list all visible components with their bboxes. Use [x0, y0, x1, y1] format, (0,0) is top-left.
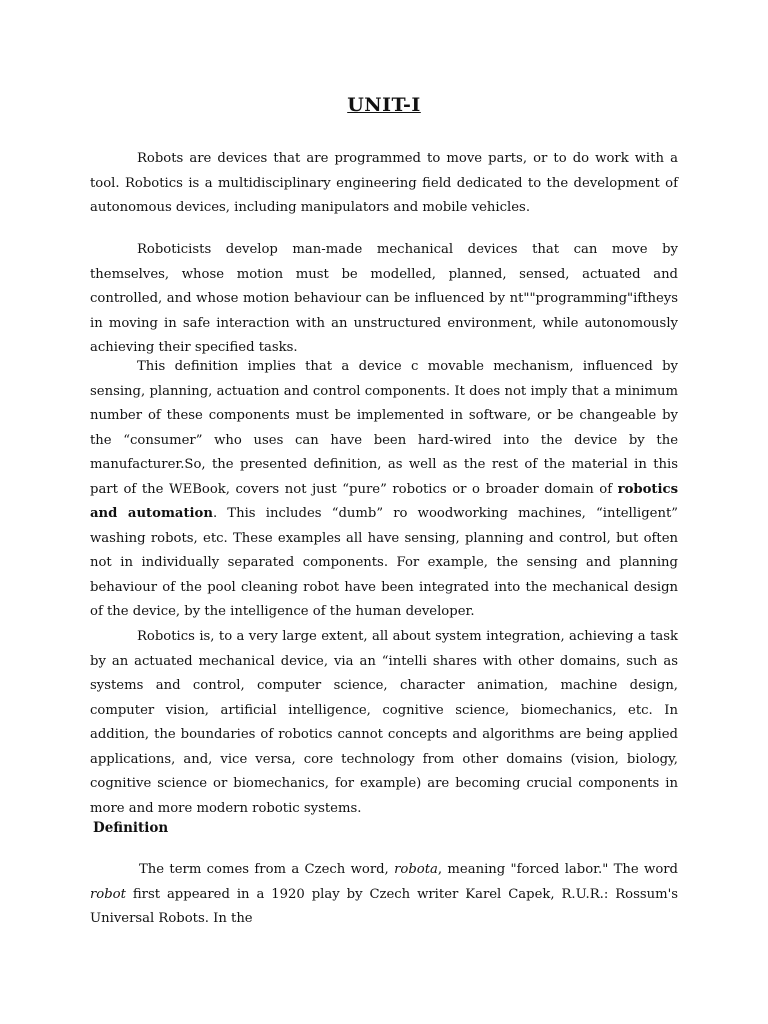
- bold-phrase: robotics and automation: [90, 481, 678, 521]
- paragraph-text: . This includes “dumb” ro woodworking machines, “intelligent” washing robots, etc. These examples all have sensing, planning and control, but often not in individually separated components. For example, the sensing and planning behaviour of the pool cleaning robot have been integrated into the mechanical design of the device, by the intelligence of the human developer.: [90, 506, 678, 619]
- paragraph-roboticists: Roboticists develop man-made mechanical devices that can move by themselves, whose motion must be modelled, planned, sensed, actuated and controlled, and whose motion behaviour can be influenced by nt""programming"iftheys in moving in safe interaction with an unstructured environment, while autonomously achieving their specified tasks.: [90, 242, 678, 355]
- paragraph-term-origin: [90, 858, 678, 932]
- italic-word: robota: [394, 862, 438, 877]
- paragraph-intro: Robots are devices that are programmed to move parts, or to do work with a tool. Robotics is a multidisciplinary engineering field dedicated to the development of autonomous devices, including manipulators and mobile vehicles.: [90, 151, 678, 215]
- paragraph-system-integration: Robotics is, to a very large extent, all about system integration, achieving a task by an actuated mechanical device, via an “intelli shares with other domains, such as systems and control, computer science, character animation, machine design, computer vision, artificial intelligence, cognitive science, biomechanics, etc. In addition, the boundaries of robotics cannot concepts and algorithms are being applied applications, and, vice versa, core technology from other domains (vision, biology, cognitive science or biomechanics, for example) are becoming crucial components in more and more modern robotic systems.: [90, 629, 678, 816]
- section-heading: Definition: [93, 820, 169, 836]
- paragraph-text: The term comes from a Czech word,: [139, 862, 395, 877]
- paragraph-definition-implications: [90, 355, 678, 625]
- paragraph-text: first appeared in a 1920 play by Czech writer Karel Capek, R.U.R.: Rossum's Universal Robots. In the: [90, 886, 678, 926]
- italic-word: robot: [90, 886, 126, 902]
- paragraph-text: , meaning "forced labor." The word: [437, 862, 678, 877]
- page-title: UNIT-I: [347, 94, 421, 116]
- paragraph-text: This definition implies that a device c movable mechanism, influenced by sensing, planning, actuation and control components. It does not imply that a minimum number of these components must be implemented in software, or be changeable by the “consumer” who uses can have been hard-wired into the device by the manufacturer.So, the presented definition, as well as the rest of the material in this part of the WEBook, covers not just “pure” robotics or o broader domain of: [90, 359, 678, 497]
